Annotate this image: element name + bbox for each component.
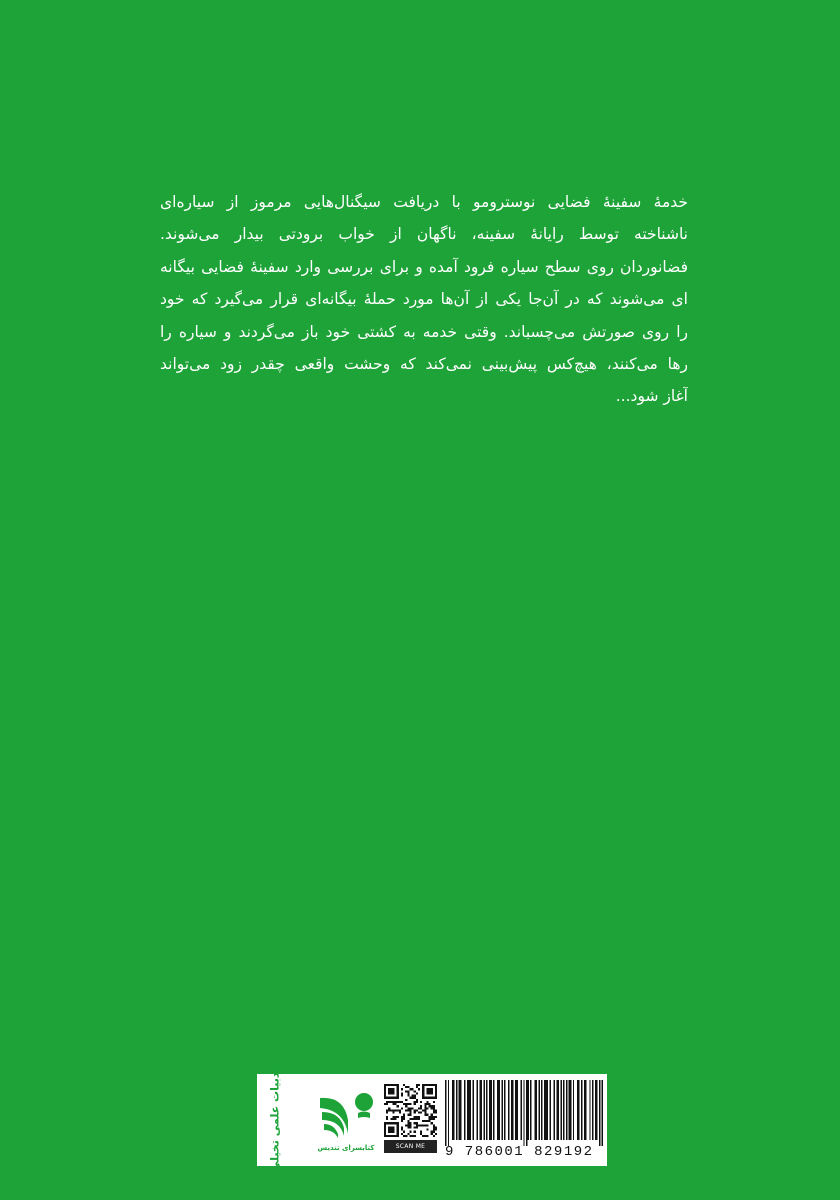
qr-module — [409, 1109, 411, 1111]
barcode-bar — [536, 1080, 537, 1140]
qr-module — [409, 1103, 411, 1105]
qr-module — [405, 1099, 407, 1101]
qr-module — [426, 1120, 428, 1122]
qr-module — [424, 1135, 426, 1137]
qr-module — [418, 1116, 420, 1118]
qr-module — [435, 1129, 437, 1131]
barcode-bar — [566, 1080, 567, 1140]
barcode-bar — [589, 1080, 590, 1140]
barcode-bar — [581, 1080, 582, 1140]
qr-module — [405, 1124, 407, 1126]
qr-module — [433, 1116, 435, 1118]
qr-module — [429, 1120, 431, 1122]
barcode-bar — [584, 1080, 585, 1140]
qr-module — [409, 1114, 411, 1116]
qr-module — [424, 1107, 426, 1109]
qr-module — [424, 1105, 426, 1107]
blurb-line-4: ای می‌شوند که در آن‌جا یکی از آن‌ها مورد حملهٔ بیگانه‌ای قرار می‌گیرد که خود — [160, 290, 688, 309]
qr-module — [395, 1103, 397, 1105]
qr-module — [384, 1103, 386, 1105]
qr-module — [407, 1095, 409, 1097]
barcode-bar — [515, 1080, 516, 1140]
barcode-bar — [472, 1080, 473, 1140]
barcode-bar — [460, 1080, 461, 1140]
qr-module — [407, 1103, 409, 1105]
qr-module — [407, 1086, 409, 1088]
qr-module — [414, 1135, 416, 1137]
qr-module — [390, 1118, 392, 1120]
qr-module — [401, 1116, 403, 1118]
qr-module — [420, 1112, 422, 1114]
qr-module — [433, 1135, 435, 1137]
qr-module — [388, 1107, 390, 1109]
qr-module — [412, 1118, 414, 1120]
qr-module — [401, 1126, 403, 1128]
qr-module — [390, 1109, 392, 1111]
qr-module — [392, 1112, 394, 1114]
qr-module — [388, 1101, 390, 1103]
qr-module — [414, 1131, 416, 1133]
blurb-line-7: آغاز شود... — [615, 387, 688, 406]
qr-module — [418, 1084, 420, 1086]
qr-module — [433, 1124, 435, 1126]
qr-module — [409, 1088, 411, 1090]
qr-module — [401, 1133, 403, 1135]
blurb-line-5: را روی صورتش می‌چسباند. وقتی خدمه به کشتی خود باز می‌گردند و سیاره را — [160, 322, 688, 341]
qr-module — [407, 1120, 409, 1122]
barcode-bar — [560, 1080, 561, 1140]
qr-module — [407, 1114, 409, 1116]
qr-module — [414, 1112, 416, 1114]
qr-module — [416, 1124, 418, 1126]
qr-module — [429, 1116, 431, 1118]
qr-module — [414, 1097, 416, 1099]
qr-module — [431, 1133, 433, 1135]
qr-module — [433, 1126, 435, 1128]
qr-module — [409, 1126, 411, 1128]
barcode-bar — [556, 1080, 557, 1140]
qr-module — [392, 1103, 394, 1105]
barcode-bar — [481, 1080, 482, 1140]
qr-module — [407, 1092, 409, 1094]
barcode-bar — [452, 1080, 453, 1140]
barcode-bar — [541, 1080, 542, 1140]
qr-module — [426, 1101, 428, 1103]
qr-module — [418, 1088, 420, 1090]
barcode-bar — [516, 1080, 517, 1140]
qr-module — [426, 1114, 428, 1116]
barcode-bar — [523, 1080, 524, 1146]
barcode-bar — [527, 1080, 528, 1140]
qr-module — [433, 1109, 435, 1111]
qr-module — [403, 1135, 405, 1137]
qr-module — [418, 1118, 420, 1120]
qr-module — [409, 1122, 411, 1124]
barcode-bar — [554, 1080, 555, 1140]
qr-module — [416, 1092, 418, 1094]
qr-module — [409, 1135, 411, 1137]
qr-module — [401, 1088, 403, 1090]
qr-module — [395, 1118, 397, 1120]
qr-module — [397, 1109, 399, 1111]
barcode-bar — [511, 1080, 512, 1140]
qr-module — [426, 1129, 428, 1131]
barcode-bar — [504, 1080, 505, 1140]
qr-module — [416, 1122, 418, 1124]
qr-module — [416, 1084, 418, 1086]
qr-module — [418, 1124, 420, 1126]
qr-module — [416, 1116, 418, 1118]
qr-module — [420, 1124, 422, 1126]
qr-module — [431, 1114, 433, 1116]
qr-module — [405, 1103, 407, 1105]
qr-module — [409, 1097, 411, 1099]
qr-module — [401, 1095, 403, 1097]
barcode-bar — [563, 1080, 564, 1140]
qr-module — [431, 1131, 433, 1133]
qr-module — [416, 1086, 418, 1088]
qr-module — [414, 1118, 416, 1120]
qr-module — [426, 1107, 428, 1109]
qr-module — [399, 1109, 401, 1111]
qr-module — [416, 1101, 418, 1103]
qr-module — [407, 1124, 409, 1126]
barcode-bar — [578, 1080, 579, 1140]
qr-module — [386, 1109, 388, 1111]
barcode-bar — [464, 1080, 465, 1140]
footer-info-box — [257, 1068, 607, 1172]
qr-module — [403, 1103, 405, 1105]
barcode-bar — [486, 1080, 487, 1140]
qr-module — [401, 1101, 403, 1103]
qr-module — [422, 1135, 424, 1137]
qr-module — [435, 1109, 437, 1111]
barcode-bar — [549, 1080, 550, 1140]
qr-module — [386, 1112, 388, 1114]
qr-module — [424, 1124, 426, 1126]
qr-module — [433, 1129, 435, 1131]
blurb-line-1: خدمهٔ سفینهٔ فضایی نوسترومو با دریافت سیگنال‌هایی مرموز از سیاره‌ای — [160, 193, 688, 211]
qr-module — [424, 1103, 426, 1105]
qr-module — [420, 1131, 422, 1133]
qr-module — [409, 1112, 411, 1114]
qr-module — [435, 1126, 437, 1128]
qr-module — [386, 1116, 388, 1118]
barcode-bar — [558, 1080, 559, 1140]
qr-module — [431, 1118, 433, 1120]
barcode-bar — [479, 1080, 480, 1140]
barcode-bar — [497, 1080, 498, 1140]
barcode-bar — [545, 1080, 546, 1140]
barcode-bar — [599, 1080, 600, 1146]
qr-module — [416, 1109, 418, 1111]
qr-module — [433, 1118, 435, 1120]
barcode-bar — [468, 1080, 469, 1140]
qr-module — [422, 1124, 424, 1126]
qr-module — [418, 1112, 420, 1114]
barcode-bar — [544, 1080, 545, 1140]
barcode-bar — [592, 1080, 593, 1140]
barcode-bar — [526, 1080, 527, 1146]
qr-module — [416, 1099, 418, 1101]
qr-module — [409, 1107, 411, 1109]
barcode-bar — [573, 1080, 574, 1140]
qr-module — [420, 1133, 422, 1135]
barcode-bar — [490, 1080, 491, 1140]
qr-module — [429, 1103, 431, 1105]
qr-module — [407, 1107, 409, 1109]
qr-module — [424, 1120, 426, 1122]
qr-module — [435, 1133, 437, 1135]
qr-module — [433, 1101, 435, 1103]
qr-module — [388, 1109, 390, 1111]
qr-module — [388, 1088, 394, 1094]
barcode-bar — [538, 1080, 539, 1140]
barcode-bar — [453, 1080, 454, 1140]
qr-module — [403, 1084, 405, 1086]
qr-module — [426, 1103, 428, 1105]
qr-module — [433, 1131, 435, 1133]
qr-module — [405, 1135, 407, 1137]
barcode-bar — [547, 1080, 548, 1140]
qr-module — [422, 1109, 424, 1111]
scan-me-label: SCAN ME — [384, 1140, 437, 1153]
barcode-bar — [596, 1080, 597, 1140]
qr-module — [403, 1114, 405, 1116]
qr-module — [386, 1103, 388, 1105]
blurb-line-3: فضانوردان روی سطح سیاره فرود آمده و برای بررسی وارد سفینهٔ فضایی بیگانه — [160, 257, 688, 276]
qr-module — [412, 1097, 414, 1099]
qr-module — [420, 1105, 422, 1107]
qr-module — [407, 1122, 409, 1124]
qr-module — [401, 1092, 403, 1094]
qr-module — [420, 1107, 422, 1109]
qr-module — [392, 1118, 394, 1120]
barcode-bar — [448, 1080, 449, 1146]
qr-module — [412, 1107, 414, 1109]
qr-module — [401, 1118, 403, 1120]
barcode-bar — [467, 1080, 468, 1140]
qr-module — [407, 1090, 409, 1092]
qr-module — [386, 1101, 388, 1103]
qr-module — [431, 1105, 433, 1107]
qr-module — [433, 1112, 435, 1114]
barcode-bar — [477, 1080, 478, 1140]
qr-module — [401, 1129, 403, 1131]
barcode-bar — [456, 1080, 457, 1140]
qr-module — [426, 1135, 428, 1137]
back-cover-blurb — [160, 186, 688, 413]
qr-module — [397, 1116, 399, 1118]
qr-module — [397, 1101, 399, 1103]
qr-module — [424, 1114, 426, 1116]
barcode-bar — [489, 1080, 490, 1140]
qr-module — [388, 1126, 394, 1132]
qr-module — [414, 1101, 416, 1103]
qr-module — [414, 1122, 416, 1124]
qr-module — [416, 1126, 418, 1128]
qr-module — [397, 1105, 399, 1107]
qr-module — [426, 1124, 428, 1126]
qr-module — [407, 1109, 409, 1111]
qr-module — [412, 1095, 414, 1097]
qr-module — [401, 1120, 403, 1122]
barcode-bar — [602, 1080, 603, 1146]
barcode-bar — [534, 1080, 535, 1140]
qr-module — [405, 1090, 407, 1092]
blurb-line-2: ناشناخته توسط رایانهٔ سفینه، ناگهان از خواب برودتی بیدار می‌شوند. — [160, 225, 688, 244]
qr-module — [433, 1105, 435, 1107]
qr-module — [399, 1101, 401, 1103]
barcode-bar — [521, 1080, 522, 1140]
qr-module — [429, 1118, 431, 1120]
qr-module — [418, 1107, 420, 1109]
qr-module — [392, 1101, 394, 1103]
qr-module — [431, 1122, 433, 1124]
qr-module — [403, 1131, 405, 1133]
qr-module — [407, 1126, 409, 1128]
blurb-line-6: رها می‌کنند، هیچ‌کس پیش‌بینی نمی‌کند که وحشت واقعی چقدر زود می‌تواند — [160, 354, 688, 373]
qr-module — [431, 1107, 433, 1109]
barcode-bar — [508, 1080, 509, 1140]
barcode-bar — [499, 1080, 500, 1140]
barcode-bar — [585, 1080, 586, 1140]
qr-module — [390, 1101, 392, 1103]
qr-module — [414, 1090, 416, 1092]
qr-module — [392, 1109, 394, 1111]
qr-module — [405, 1105, 407, 1107]
qr-module — [395, 1109, 397, 1111]
qr-module — [407, 1133, 409, 1135]
publisher-name: کتابسرای تندیس — [317, 1144, 375, 1152]
qr-module — [401, 1107, 403, 1109]
qr-module — [424, 1112, 426, 1114]
qr-module — [386, 1118, 388, 1120]
qr-module — [412, 1135, 414, 1137]
qr-module — [405, 1086, 407, 1088]
qr-module — [414, 1109, 416, 1111]
qr-code-icon — [384, 1084, 437, 1137]
qr-module — [429, 1105, 431, 1107]
qr-module — [395, 1116, 397, 1118]
qr-module — [399, 1112, 401, 1114]
qr-module — [409, 1118, 411, 1120]
qr-module — [395, 1101, 397, 1103]
qr-module — [414, 1095, 416, 1097]
qr-module — [435, 1116, 437, 1118]
qr-module — [435, 1112, 437, 1114]
barcode-bar — [459, 1080, 460, 1140]
barcode-bar — [570, 1080, 571, 1140]
genre-label-container — [260, 1068, 290, 1172]
barcode-bar — [501, 1080, 502, 1140]
qr-module — [431, 1116, 433, 1118]
qr-module — [414, 1116, 416, 1118]
barcode-bar — [493, 1080, 494, 1140]
qr-module — [409, 1131, 411, 1133]
barcode-bar — [530, 1080, 531, 1140]
qr-module — [426, 1088, 432, 1094]
qr-module — [424, 1109, 426, 1111]
qr-module — [409, 1124, 411, 1126]
qr-module — [412, 1088, 414, 1090]
qr-module — [392, 1116, 394, 1118]
qr-module — [403, 1118, 405, 1120]
barcode-bar — [577, 1080, 578, 1140]
isbn-number: 9 786001 829192 — [445, 1144, 594, 1160]
barcode-bar — [512, 1080, 513, 1140]
qr-module — [414, 1103, 416, 1105]
qr-module — [416, 1118, 418, 1120]
qr-module — [405, 1109, 407, 1111]
qr-module — [422, 1120, 424, 1122]
barcode-bar — [595, 1080, 596, 1140]
barcode-bar — [483, 1080, 484, 1140]
publisher-logo-icon — [314, 1086, 378, 1140]
genre-label: ادبیات علمی تخیلی — [268, 1068, 282, 1172]
qr-module — [420, 1101, 422, 1103]
barcode-icon — [445, 1080, 611, 1146]
qr-module — [403, 1116, 405, 1118]
barcode-bar — [445, 1080, 446, 1146]
qr-module — [414, 1126, 416, 1128]
barcode-bar — [470, 1080, 471, 1140]
qr-module — [433, 1107, 435, 1109]
barcode-bar — [569, 1080, 570, 1140]
